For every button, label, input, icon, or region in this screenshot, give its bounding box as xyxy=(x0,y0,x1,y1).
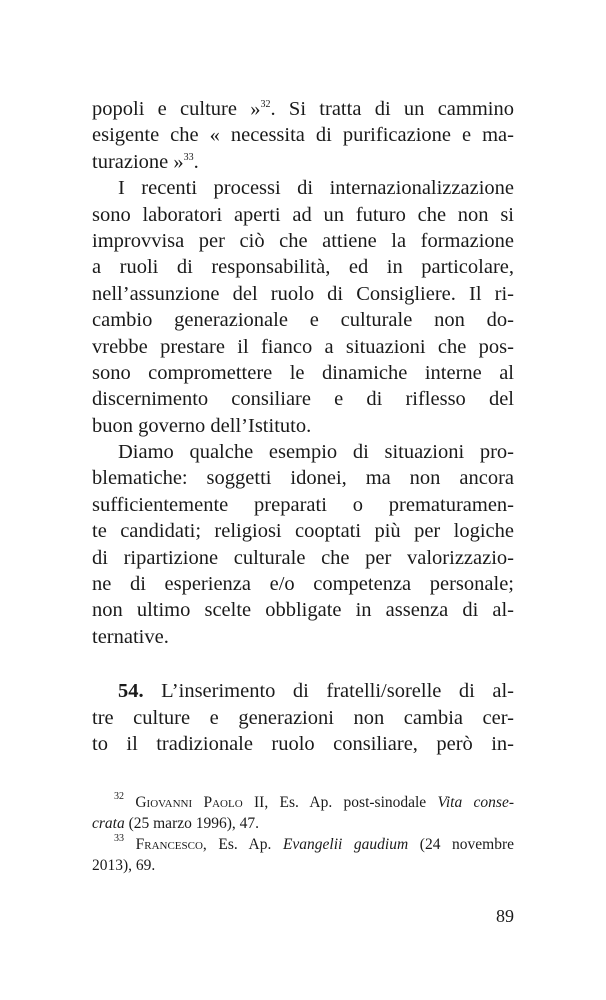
text-segment: . Si tratta di un cammino xyxy=(270,98,514,120)
text-line: I recenti processi di internazionalizzazione xyxy=(118,177,514,200)
footnote-title: Vita conse- xyxy=(437,794,514,811)
text-segment: (24 novembre xyxy=(408,836,515,853)
text-line: blematiche: soggetti idonei, ma non ancora xyxy=(92,467,514,490)
footnote-mark: 32 xyxy=(114,791,124,802)
text-line: ternative. xyxy=(92,625,169,648)
text-line: improvvisa per ciò che attiene la formazione xyxy=(92,229,514,252)
text-line: non ultimo scelte obbligate in assenza di al- xyxy=(92,599,514,622)
text-line: vrebbe prestare il fianco a situazioni che pos- xyxy=(92,335,514,358)
main-text xyxy=(92,96,514,757)
text-line: discernimento consiliare e di riflesso del xyxy=(92,388,514,411)
footnote-33-cont: 2013), 69. xyxy=(92,857,156,874)
text-line: buon governo dell’Istituto. xyxy=(92,414,312,437)
text-line: sufficientemente preparati o prematuramen- xyxy=(92,493,514,516)
section-54-line xyxy=(92,678,514,704)
text-segment: turazione » xyxy=(92,150,184,173)
footnote-33 xyxy=(92,834,514,855)
page-number: 89 xyxy=(496,906,514,926)
footnotes xyxy=(92,792,514,876)
text-line: esigente che « necessita di purificazione e ma- xyxy=(92,124,514,147)
footnote-author: Francesco xyxy=(135,836,203,853)
footnote-ref-32: 32 xyxy=(260,99,271,110)
text-line: to il tradizionale ruolo consiliare, però in- xyxy=(92,732,514,755)
footnote-mark: 33 xyxy=(114,833,124,844)
text-line: a ruoli di responsabilità, ed in particolare, xyxy=(92,256,514,279)
text-segment: . xyxy=(193,150,199,173)
footnote-author: Giovanni Paolo II xyxy=(135,794,265,811)
text-segment: (25 marzo 1996), 47. xyxy=(124,815,260,832)
section-number: 54. xyxy=(118,680,144,703)
text-segment: , Es. Ap. xyxy=(202,836,283,853)
text-line: nell’assunzione del ruolo di Consigliere. Il ri- xyxy=(92,282,514,305)
text-line: sono laboratori aperti ad un futuro che non si xyxy=(92,203,514,226)
footnote-title: Evangelii gaudium xyxy=(282,836,409,853)
footnote-title: crata xyxy=(92,815,125,832)
text-line: di ripartizione culturale che per valorizzazio- xyxy=(92,546,514,569)
text-segment: L’inserimento di fratelli/sorelle di al- xyxy=(161,680,514,703)
footnote-32 xyxy=(92,792,514,813)
section-gap xyxy=(92,650,514,678)
footnote-32-cont xyxy=(92,813,514,834)
text-line: Diamo qualche esempio di situazioni pro- xyxy=(118,441,514,464)
text-line: ne di esperienza e/o competenza personale; xyxy=(92,573,514,596)
text-line xyxy=(92,149,514,175)
text-segment: popoli e culture » xyxy=(92,98,261,120)
footnote-ref-33: 33 xyxy=(183,151,194,163)
text-line: cambio generazionale e culturale non do- xyxy=(92,309,514,332)
text-line xyxy=(92,96,514,122)
text-segment: , Es. Ap. post-sinodale xyxy=(264,794,438,811)
text-line: sono compromettere le dinamiche interne al xyxy=(92,361,514,384)
text-line: tre culture e generazioni non cambia cer- xyxy=(92,706,514,729)
text-line: te candidati; religiosi cooptati più per logiche xyxy=(92,520,514,543)
